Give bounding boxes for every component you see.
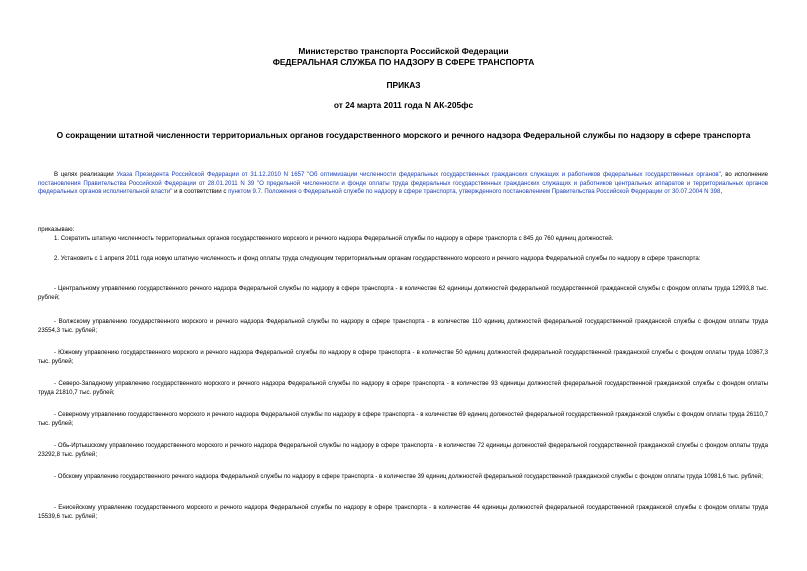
subitem-volga xyxy=(38,318,768,335)
subitem-text: - Северному управлению государственного морского и речного надзора Федеральной службы по надзору в сфере транспорта - в количестве 69 единиц должностей федеральной государственной гражданской службы с фондом оплаты труда 26110,7 тыс. рублей; xyxy=(38,411,768,427)
subitem-text: - Обскому управлению государственного речного надзора Федеральной службы по надзору в сфере транспорта - в количестве 39 единиц должностей федеральной государственной гражданской службы с фондом оплаты труда 10981,6 тыс. рублей; xyxy=(54,473,763,480)
resolution-link[interactable]: постановления Правительства Российской Федерации от 28.01.2011 N 39 "О предельной численности и фонде оплаты труда федеральных государственных гражданских служащих и работников центральных аппаратов и территориальных органов федеральных органов исполнительной власти" xyxy=(38,179,768,196)
subitem-text: - Волжскому управлению государственного морского и речного надзора Федеральной службы по надзору в сфере транспорта - в количестве 110 единиц должностей федеральной государственной гражданской службы с фондом оплаты труда 23554,3 тыс. рублей; xyxy=(38,318,768,334)
item-1 xyxy=(38,235,768,244)
preamble-paragraph xyxy=(38,171,768,197)
subitem-south xyxy=(38,349,768,366)
subitem-text: - Енисейскому управлению государственного морского и речного надзора Федеральной службы по надзору в сфере транспорта - в количестве 44 единицы должностей федеральной государственной гражданской службы с фондом оплаты труда 15539,6 тыс. рублей; xyxy=(38,504,768,520)
preamble-intro: В целях реализации xyxy=(54,171,117,178)
decree-link[interactable]: Указа Президента Российской Федерации от 31.12.2010 N 1657 "Об оптимизации численности федеральных государственных гражданских служащих и работников федеральных государственных органов" xyxy=(116,171,721,178)
subitem-northwest xyxy=(38,380,768,397)
regulation-link[interactable]: пунктом 9.7. Положения о Федеральной службе по надзору в сфере транспорта, утвержденного постановлением Правительства Российской Федерации от 30.07.2004 N 398 xyxy=(228,188,721,196)
subitem-text: - Северо-Западному управлению государственного морского и речного надзора Федеральной службы по надзору в сфере транспорта - в количестве 93 единицы должностей федеральной государственной гражданской службы с фондом оплаты труда 21810,7 тыс. рублей; xyxy=(38,380,768,396)
order-word: приказываю: xyxy=(38,226,75,233)
subitem-text: - Южному управлению государственного морского и речного надзора Федеральной службы по надзору в сфере транспорта - в количестве 50 единиц должностей федеральной государственной гражданской службы с фондом оплаты труда 10367,3 тыс. рублей; xyxy=(38,349,768,365)
item-2 xyxy=(38,255,768,264)
subitem-text: - Центральному управлению государственного речного надзора Федеральной службы по надзору в сфере транспорта - в количестве 62 единицы должностей федеральной государственной гражданской службы с фондом оплаты труда 12993,8 тыс. рублей; xyxy=(38,285,768,301)
item-1-text: 1. Сократить штатную численность территориальных органов государственного морского и речного надзора Федеральной службы по надзору в сфере транспорта с 845 до 760 единиц должностей. xyxy=(54,235,614,242)
document-type: ПРИКАЗ xyxy=(386,80,421,90)
ministry-name: Министерство транспорта Российской Федерации xyxy=(298,46,509,56)
subitem-ob-irtysh xyxy=(38,442,768,459)
subitem-central xyxy=(38,285,768,302)
subitem-north xyxy=(38,411,768,428)
document-date: от 24 марта 2011 года N АК-205фс xyxy=(333,100,474,110)
document-title: О сокращении штатной численности территориальных органов государственного морского и речного надзора Федеральной службы по надзору в сфере транспорта xyxy=(56,130,751,140)
preamble-end: , xyxy=(720,188,723,196)
subitem-ob xyxy=(38,473,768,482)
preamble-mid1: , во исполнение xyxy=(720,171,768,178)
item-2-text: 2. Установить с 1 апреля 2011 года новую штатную численность и фонд оплаты труда следующим территориальным органам государственного морского и речного надзора Федеральной службы по надзору в сфере транспорта: xyxy=(54,255,701,262)
preamble-mid2: и в соответствии с xyxy=(172,188,229,196)
subitem-yenisei xyxy=(38,504,768,521)
service-name: ФЕДЕРАЛЬНАЯ СЛУЖБА ПО НАДЗОРУ В СФЕРЕ ТРАНСПОРТА xyxy=(272,57,535,67)
subitem-text: - Обь-Иртышскому управлению государственного морского и речного надзора Федеральной службы по надзору в сфере транспорта - в количестве 72 единицы должностей федеральной государственной гражданской службы с фондом оплаты труда 23292,8 тыс. рублей; xyxy=(38,442,768,458)
